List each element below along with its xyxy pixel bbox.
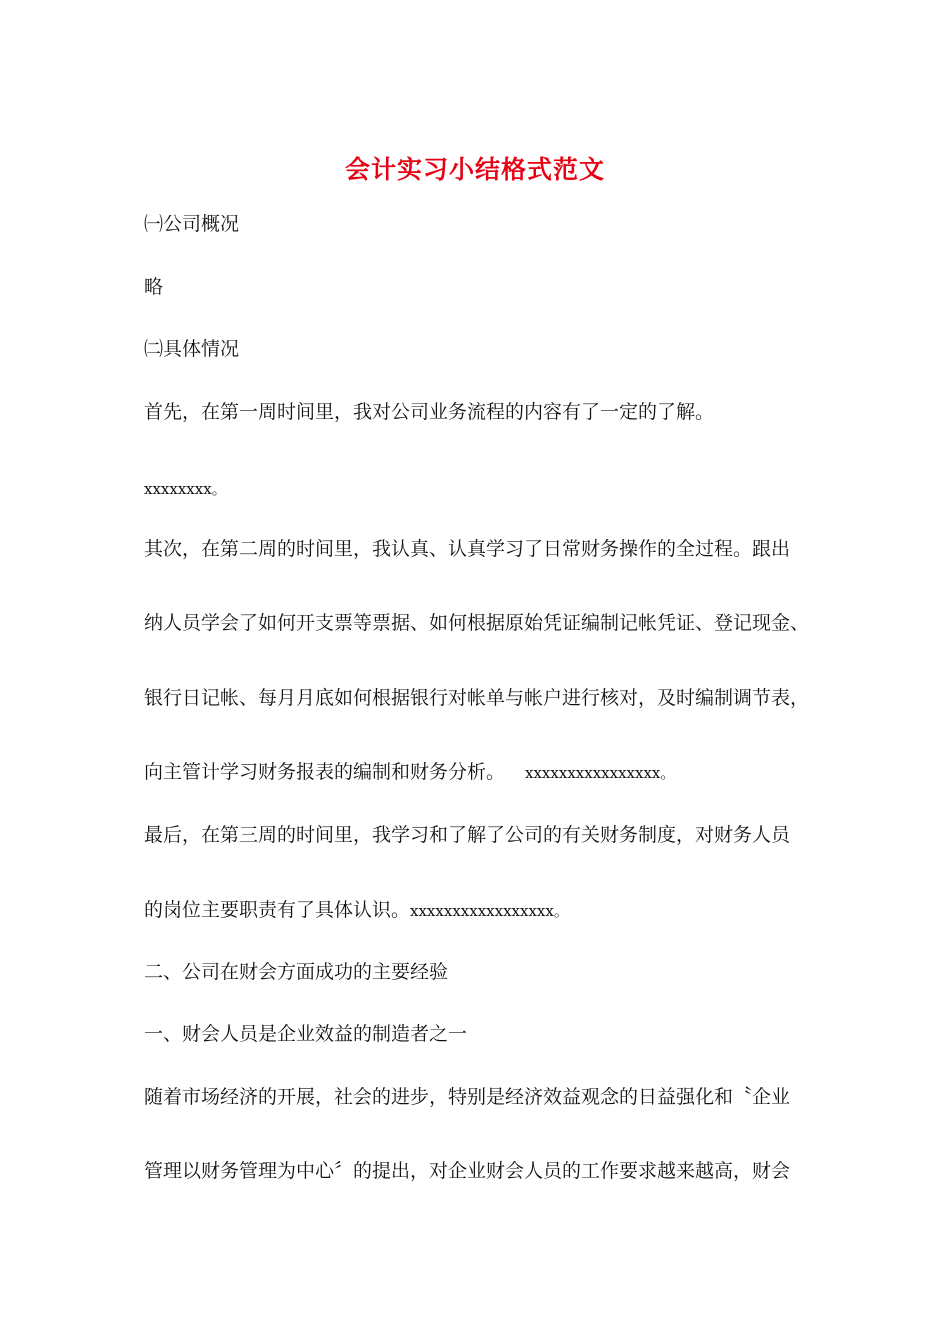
heading-company-overview: ㈠公司概况: [144, 213, 240, 235]
placeholder-text: xxxxxxxxxxxxxxxxx。: [410, 902, 569, 920]
paragraph-second-week-line1: 其次，在第二周的时间里，我认真、认真学习了日常财务操作的全过程。跟出: [144, 538, 791, 560]
paragraph-second-week-line2: 纳人员学会了如何开支票等票据、如何根据原始凭证编制记帐凭证、登记现金、: [144, 612, 810, 634]
placeholder-text: xxxxxxxxxxxxxxxx。: [525, 764, 676, 782]
heading-specific-situation: ㈡具体情况: [144, 338, 240, 360]
paragraph-second-week-line4: [144, 759, 675, 786]
paragraph-omitted: 略: [144, 276, 164, 298]
paragraph-third-week-line1: 最后，在第三周的时间里，我学习和了解了公司的有关财务制度，对财务人员: [144, 824, 791, 846]
paragraph-market-economy-line1: 随着市场经济的开展，社会的进步，特别是经济效益观念的日益强化和〝企业: [144, 1086, 791, 1108]
heading-accountants-value: 一、财会人员是企业效益的制造者之一: [144, 1023, 468, 1045]
heading-main-experience: 二、公司在财会方面成功的主要经验: [144, 961, 449, 983]
placeholder-text: xxxxxxxx。: [144, 480, 227, 498]
paragraph-text: 向主管计学习财务报表的编制和财务分析。: [144, 761, 506, 783]
paragraph-second-week-line3: 银行日记帐、每月月底如何根据银行对帐单与帐户进行核对，及时编制调节表，: [144, 687, 810, 709]
paragraph-market-economy-line2: 管理以财务管理为中心〞的提出，对企业财会人员的工作要求越来越高，财会: [144, 1160, 791, 1182]
paragraph-first-week: 首先，在第一周时间里，我对公司业务流程的内容有了一定的了解。: [144, 401, 715, 423]
paragraph-third-week-line2: [144, 897, 569, 924]
document-title: 会计实习小结格式范文: [344, 155, 605, 184]
paragraph-text: 的岗位主要职责有了具体认识。: [144, 899, 411, 921]
